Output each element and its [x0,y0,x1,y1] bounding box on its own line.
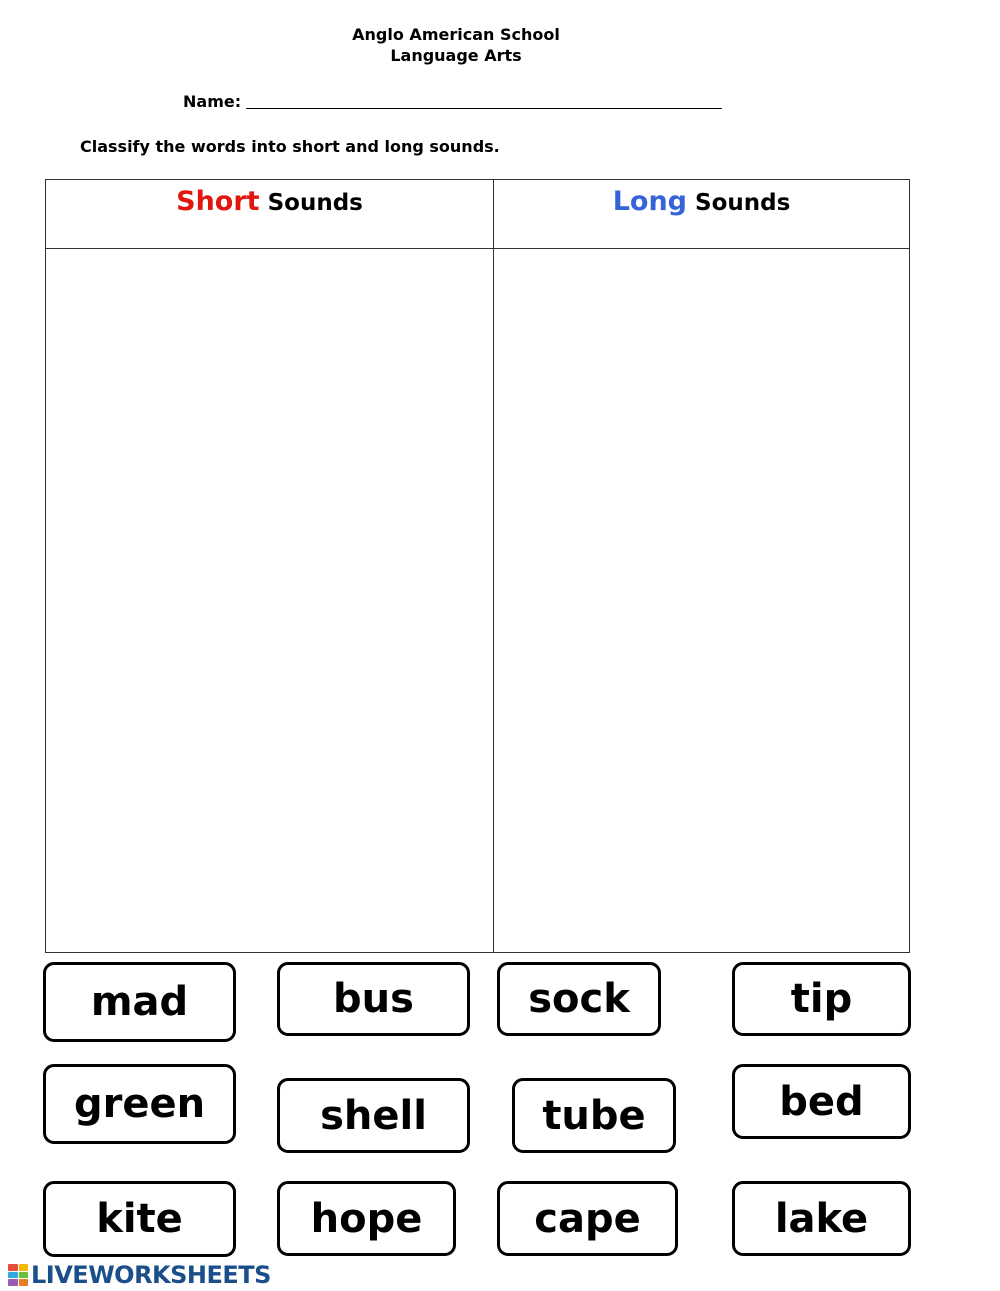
name-field[interactable] [246,108,722,109]
instructions: Classify the words into short and long sounds. [80,137,500,156]
school-name: Anglo American School [352,25,560,44]
long-heading-accent: Long [612,186,688,217]
word-card-lake[interactable]: lake [732,1181,911,1256]
liveworksheets-logo-icon [8,1264,28,1286]
subject-name: Language Arts [390,46,522,65]
word-card-shell[interactable]: shell [277,1078,470,1153]
long-sounds-drop-zone[interactable] [494,249,909,952]
word-card-tip[interactable]: tip [732,962,911,1036]
word-card-tube[interactable]: tube [512,1078,676,1153]
word-card-cape[interactable]: cape [497,1181,678,1256]
word-card-bus[interactable]: bus [277,962,470,1036]
sort-table [45,179,910,953]
short-heading-rest: Sounds [259,190,363,216]
name-label: Name: [183,92,242,111]
word-card-kite[interactable]: kite [43,1181,236,1257]
word-card-bed[interactable]: bed [732,1064,911,1139]
word-card-green[interactable]: green [43,1064,236,1144]
liveworksheets-logo [8,1261,271,1289]
liveworksheets-logo-text: LIVEWORKSHEETS [31,1261,271,1289]
short-sounds-heading [46,186,493,217]
word-card-sock[interactable]: sock [497,962,661,1036]
short-heading-accent: Short [176,186,260,217]
word-card-mad[interactable]: mad [43,962,236,1042]
short-sounds-drop-zone[interactable] [46,249,493,952]
word-card-hope[interactable]: hope [277,1181,456,1256]
long-heading-rest: Sounds [687,190,791,216]
long-sounds-heading [494,186,909,217]
